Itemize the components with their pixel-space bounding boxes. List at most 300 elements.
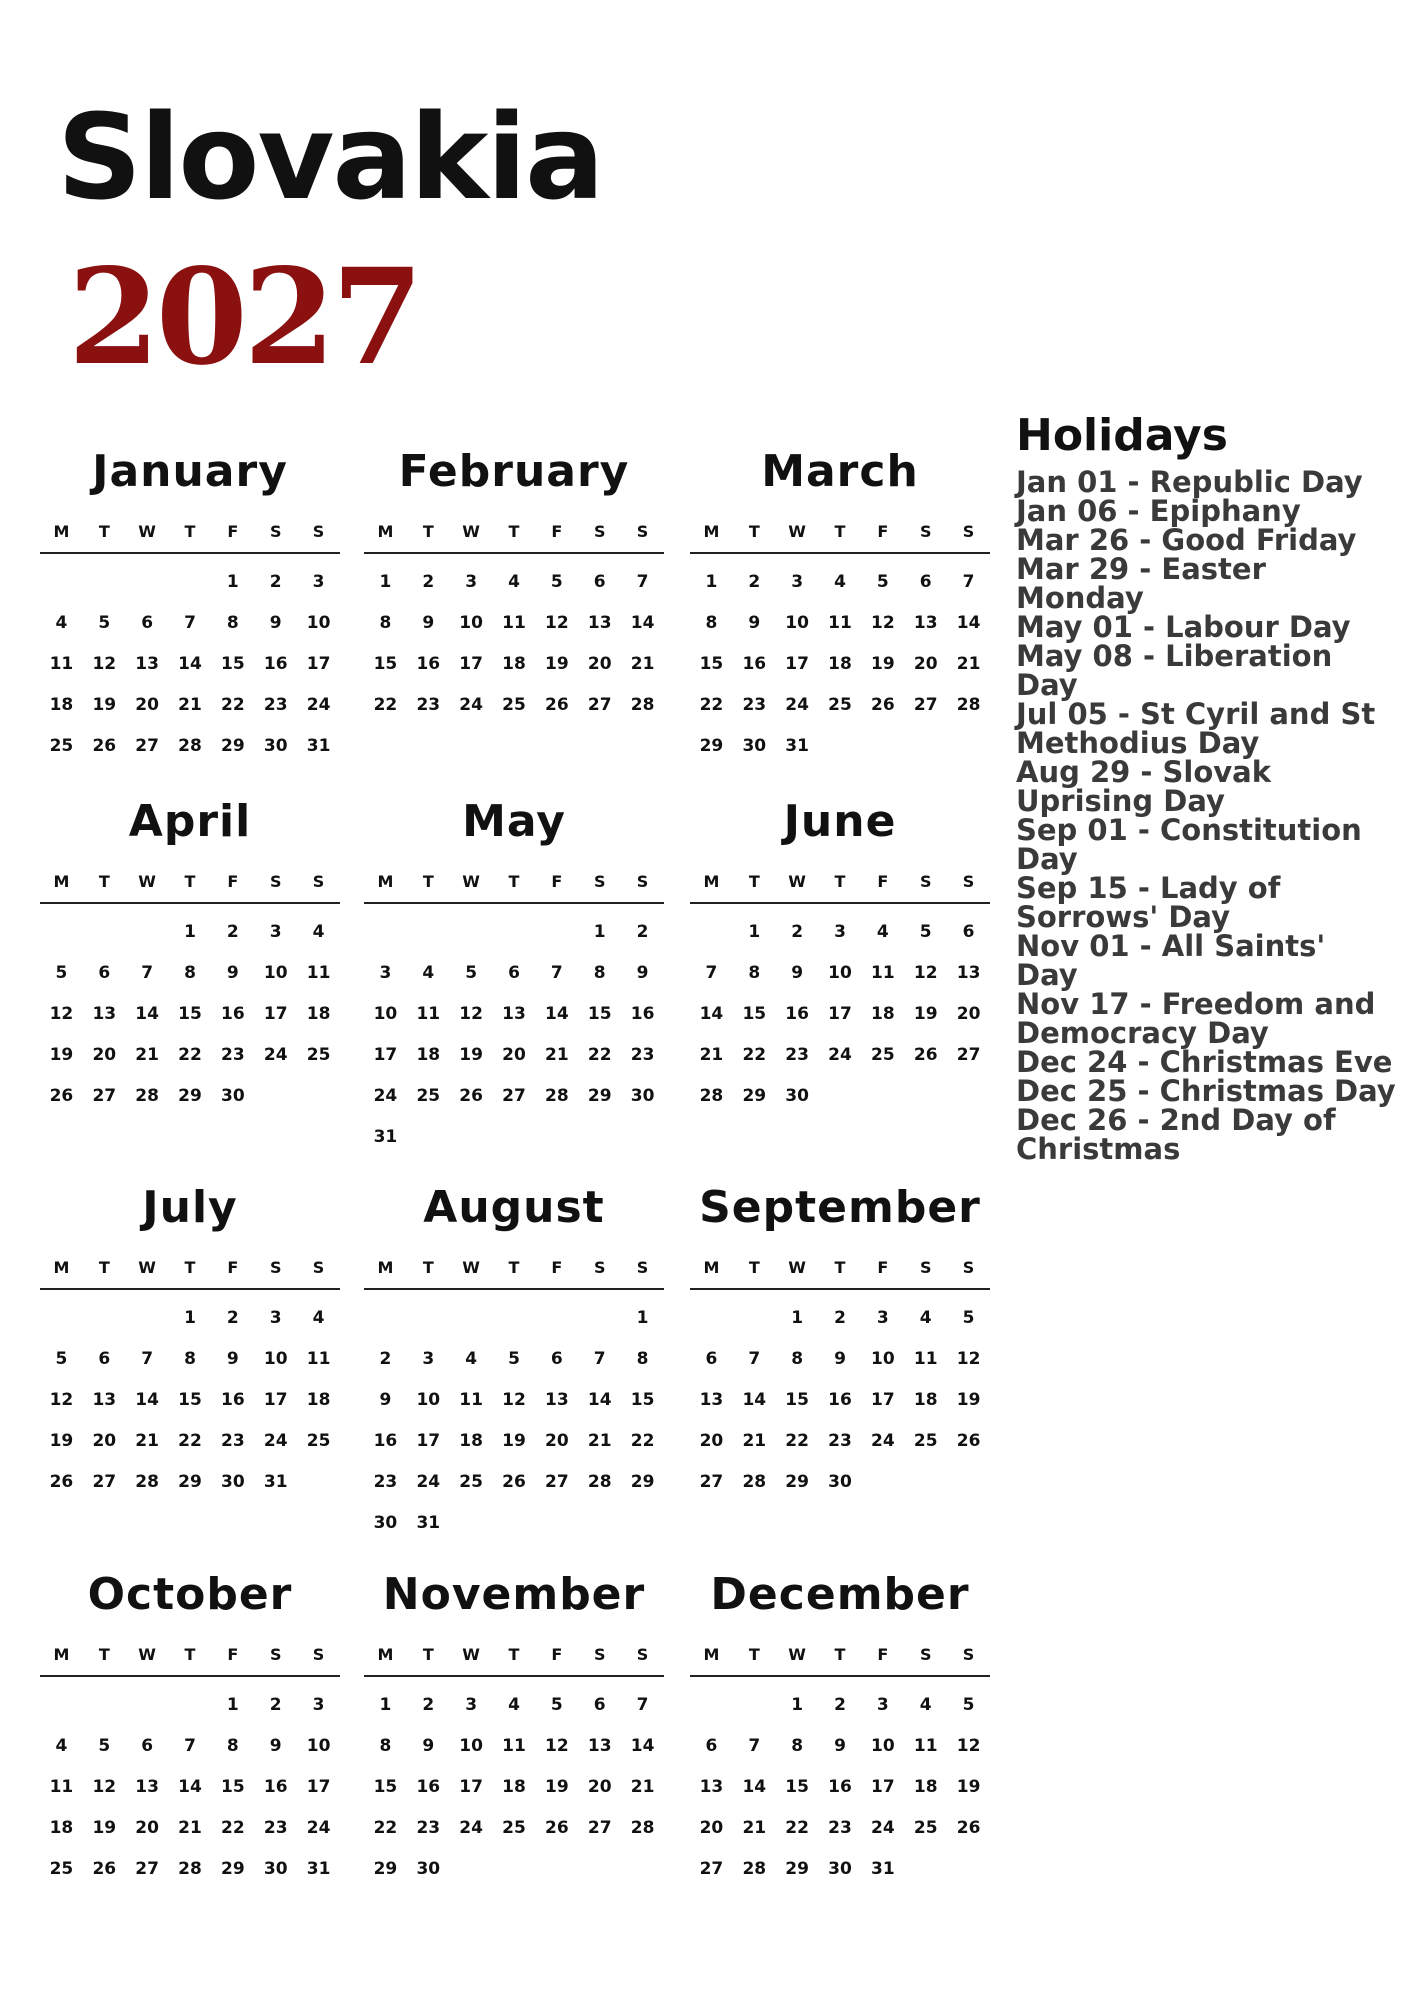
day-cell: 19 xyxy=(913,1004,938,1024)
weekday-header xyxy=(364,522,664,554)
day-cell: 4 xyxy=(919,1695,932,1715)
weekday-label: S xyxy=(962,522,975,541)
day-cell: 27 xyxy=(587,1818,612,1838)
weekday-label: T xyxy=(748,872,760,891)
empty-day-cell xyxy=(904,1080,947,1121)
empty-day-cell xyxy=(40,1302,83,1343)
week-row xyxy=(690,1771,990,1812)
day-cell: 4 xyxy=(55,613,68,633)
day-cell: 22 xyxy=(785,1431,809,1451)
weekday-header xyxy=(364,1258,664,1290)
day-cell: 18 xyxy=(459,1431,483,1451)
holiday-item: Nov 17 - Freedom and Democracy Day xyxy=(1016,987,1376,1050)
day-cell: 18 xyxy=(502,654,526,674)
day-cell: 12 xyxy=(545,1736,569,1756)
week-row xyxy=(690,998,990,1039)
day-cell: 5 xyxy=(550,572,563,592)
day-cell: 19 xyxy=(502,1431,526,1451)
day-cell: 7 xyxy=(550,963,563,983)
week-row xyxy=(40,607,340,648)
empty-day-cell xyxy=(904,1466,947,1507)
day-cell: 10 xyxy=(785,613,809,633)
day-cell: 8 xyxy=(226,613,239,633)
week-row xyxy=(364,1384,664,1425)
day-cell: 7 xyxy=(184,613,196,633)
weekday-label: S xyxy=(919,872,932,891)
empty-day-cell xyxy=(407,916,450,957)
day-cell: 5 xyxy=(962,1695,975,1715)
weekday-label: W xyxy=(788,872,806,891)
holiday-list xyxy=(1016,465,1396,1166)
month-days xyxy=(40,566,340,771)
day-cell: 28 xyxy=(699,1086,724,1106)
day-cell: 11 xyxy=(306,1349,331,1369)
day-cell: 15 xyxy=(785,1390,809,1410)
empty-day-cell xyxy=(450,1853,493,1894)
day-cell: 2 xyxy=(422,1695,435,1715)
empty-day-cell xyxy=(578,1302,621,1343)
day-cell: 16 xyxy=(785,1004,809,1024)
weekday-label: T xyxy=(98,872,110,891)
day-cell: 2 xyxy=(226,922,239,942)
weekday-label: S xyxy=(593,1258,606,1277)
day-cell: 12 xyxy=(92,1777,117,1797)
day-cell: 12 xyxy=(913,963,938,983)
holiday-item: May 08 - Liberation Day xyxy=(1016,639,1333,702)
day-cell: 12 xyxy=(871,613,895,633)
day-cell: 4 xyxy=(834,572,846,592)
day-cell: 21 xyxy=(135,1431,159,1451)
holiday-item: Dec 24 - Christmas Eve xyxy=(1016,1045,1393,1079)
day-cell: 2 xyxy=(834,1308,846,1328)
day-cell: 27 xyxy=(587,695,612,715)
day-cell: 17 xyxy=(306,1777,331,1797)
day-cell: 13 xyxy=(913,613,938,633)
day-cell: 4 xyxy=(312,922,325,942)
weekday-label: T xyxy=(834,522,846,541)
day-cell: 17 xyxy=(785,654,809,674)
day-cell: 9 xyxy=(748,613,761,633)
weekday-label: S xyxy=(312,1645,325,1664)
day-cell: 12 xyxy=(502,1390,526,1410)
day-cell: 24 xyxy=(373,1086,398,1106)
day-cell: 19 xyxy=(956,1390,981,1410)
empty-day-cell xyxy=(621,1507,664,1548)
weekday-header xyxy=(690,1645,990,1677)
month-february xyxy=(364,446,664,730)
day-cell: 23 xyxy=(416,695,441,715)
week-row xyxy=(364,1080,664,1121)
day-cell: 20 xyxy=(502,1045,526,1065)
day-cell: 18 xyxy=(502,1777,526,1797)
day-cell: 13 xyxy=(135,1777,159,1797)
day-cell: 7 xyxy=(141,1349,154,1369)
day-cell: 1 xyxy=(593,922,606,942)
day-cell: 8 xyxy=(379,1736,392,1756)
weekday-label: S xyxy=(269,1258,282,1277)
day-cell: 25 xyxy=(502,1818,526,1838)
day-cell: 4 xyxy=(312,1308,325,1328)
day-cell: 6 xyxy=(593,572,606,592)
day-cell: 31 xyxy=(306,1859,331,1879)
day-cell: 9 xyxy=(834,1349,846,1369)
day-cell: 27 xyxy=(135,736,159,756)
day-cell: 23 xyxy=(221,1045,245,1065)
day-cell: 2 xyxy=(748,572,761,592)
day-cell: 11 xyxy=(306,963,331,983)
week-row xyxy=(690,730,990,771)
week-row xyxy=(690,1689,990,1730)
day-cell: 18 xyxy=(306,1004,331,1024)
day-cell: 18 xyxy=(49,695,74,715)
weekday-label: S xyxy=(636,1645,649,1664)
weekday-label: S xyxy=(962,872,975,891)
day-cell: 29 xyxy=(699,736,724,756)
day-cell: 23 xyxy=(221,1431,245,1451)
weekday-label: M xyxy=(53,1645,70,1664)
day-cell: 3 xyxy=(834,922,846,942)
day-cell: 22 xyxy=(785,1818,809,1838)
day-cell: 30 xyxy=(828,1859,852,1879)
day-cell: 28 xyxy=(630,695,655,715)
weekday-label: F xyxy=(551,1645,563,1664)
week-row xyxy=(40,1466,340,1507)
empty-day-cell xyxy=(83,1689,126,1730)
day-cell: 21 xyxy=(699,1045,724,1065)
empty-day-cell xyxy=(493,1507,536,1548)
day-cell: 19 xyxy=(545,654,569,674)
day-cell: 6 xyxy=(919,572,932,592)
month-name: February xyxy=(398,446,630,497)
day-cell: 9 xyxy=(834,1736,846,1756)
weekday-label: F xyxy=(227,522,239,541)
day-cell: 31 xyxy=(263,1472,288,1492)
week-row xyxy=(364,1853,664,1894)
empty-day-cell xyxy=(169,1689,212,1730)
day-cell: 24 xyxy=(306,695,331,715)
month-july xyxy=(40,1182,340,1507)
day-cell: 26 xyxy=(545,695,569,715)
holiday-item: Dec 26 - 2nd Day of Christmas xyxy=(1016,1103,1336,1166)
day-cell: 24 xyxy=(828,1045,852,1065)
day-cell: 29 xyxy=(178,1472,202,1492)
day-cell: 2 xyxy=(226,1308,239,1328)
weekday-label: W xyxy=(788,522,806,541)
day-cell: 24 xyxy=(306,1818,331,1838)
day-cell: 2 xyxy=(422,572,435,592)
day-cell: 28 xyxy=(545,1086,569,1106)
day-cell: 23 xyxy=(416,1818,441,1838)
weekday-label: M xyxy=(703,872,720,891)
day-cell: 26 xyxy=(545,1818,569,1838)
day-cell: 7 xyxy=(141,963,154,983)
month-days xyxy=(40,1689,340,1894)
day-cell: 27 xyxy=(502,1086,526,1106)
weekday-label: S xyxy=(919,522,932,541)
day-cell: 19 xyxy=(49,1431,74,1451)
week-row xyxy=(364,607,664,648)
day-cell: 9 xyxy=(379,1390,392,1410)
day-cell: 18 xyxy=(913,1390,938,1410)
day-cell: 14 xyxy=(630,1736,655,1756)
month-name: March xyxy=(761,446,919,497)
month-november xyxy=(364,1569,664,1894)
day-cell: 11 xyxy=(459,1390,483,1410)
empty-day-cell xyxy=(578,1507,621,1548)
day-cell: 1 xyxy=(226,1695,239,1715)
month-name: November xyxy=(382,1569,646,1620)
day-cell: 3 xyxy=(791,572,804,592)
day-cell: 25 xyxy=(459,1472,483,1492)
empty-day-cell xyxy=(947,730,990,771)
day-cell: 30 xyxy=(221,1472,245,1492)
empty-day-cell xyxy=(733,1302,776,1343)
day-cell: 29 xyxy=(178,1086,202,1106)
day-cell: 25 xyxy=(49,736,74,756)
weekday-label: T xyxy=(184,872,196,891)
weekday-label: T xyxy=(184,522,196,541)
week-row xyxy=(690,607,990,648)
week-row xyxy=(364,1771,664,1812)
week-row xyxy=(364,1730,664,1771)
day-cell: 5 xyxy=(919,922,932,942)
empty-day-cell xyxy=(621,1853,664,1894)
day-cell: 20 xyxy=(587,654,612,674)
day-cell: 24 xyxy=(263,1045,288,1065)
day-cell: 8 xyxy=(748,963,761,983)
day-cell: 14 xyxy=(956,613,981,633)
weekday-label: S xyxy=(312,522,325,541)
day-cell: 6 xyxy=(705,1349,718,1369)
day-cell: 24 xyxy=(416,1472,441,1492)
holidays-title: Holidays xyxy=(1016,410,1228,461)
day-cell: 10 xyxy=(828,963,852,983)
day-cell: 21 xyxy=(630,654,655,674)
empty-day-cell xyxy=(83,1302,126,1343)
day-cell: 29 xyxy=(221,1859,245,1879)
week-row xyxy=(364,1425,664,1466)
week-row xyxy=(364,1466,664,1507)
day-cell: 24 xyxy=(459,695,483,715)
weekday-header xyxy=(364,872,664,904)
day-cell: 2 xyxy=(834,1695,846,1715)
weekday-label: T xyxy=(834,872,846,891)
day-cell: 9 xyxy=(422,613,435,633)
weekday-label: M xyxy=(53,522,70,541)
week-row xyxy=(40,957,340,998)
week-row xyxy=(364,1302,664,1343)
day-cell: 3 xyxy=(269,1308,282,1328)
weekday-label: S xyxy=(312,872,325,891)
weekday-header xyxy=(40,1645,340,1677)
month-days xyxy=(364,566,664,730)
day-cell: 21 xyxy=(545,1045,569,1065)
week-row xyxy=(690,648,990,689)
day-cell: 11 xyxy=(49,654,74,674)
weekday-label: S xyxy=(593,872,606,891)
day-cell: 19 xyxy=(459,1045,483,1065)
weekday-label: W xyxy=(788,1645,806,1664)
day-cell: 28 xyxy=(630,1818,655,1838)
week-row xyxy=(690,1302,990,1343)
day-cell: 11 xyxy=(502,613,526,633)
week-row xyxy=(364,1812,664,1853)
weekday-label: M xyxy=(377,1258,394,1277)
day-cell: 3 xyxy=(269,922,282,942)
day-cell: 4 xyxy=(465,1349,478,1369)
holiday-item: Dec 25 - Christmas Day xyxy=(1016,1074,1396,1108)
day-cell: 27 xyxy=(135,1859,159,1879)
day-cell: 9 xyxy=(422,1736,435,1756)
empty-day-cell xyxy=(126,916,169,957)
weekday-label: S xyxy=(919,1258,932,1277)
month-name: April xyxy=(128,796,252,847)
day-cell: 2 xyxy=(269,572,282,592)
weekday-label: F xyxy=(877,1645,889,1664)
day-cell: 1 xyxy=(184,1308,196,1328)
day-cell: 3 xyxy=(465,1695,478,1715)
day-cell: 28 xyxy=(587,1472,612,1492)
day-cell: 16 xyxy=(416,1777,441,1797)
day-cell: 29 xyxy=(587,1086,612,1106)
day-cell: 17 xyxy=(871,1777,895,1797)
day-cell: 18 xyxy=(913,1777,938,1797)
weekday-label: T xyxy=(98,1645,110,1664)
day-cell: 13 xyxy=(545,1390,569,1410)
empty-day-cell xyxy=(126,1689,169,1730)
weekday-label: T xyxy=(748,1258,760,1277)
week-row xyxy=(40,1812,340,1853)
weekday-label: M xyxy=(377,872,394,891)
day-cell: 13 xyxy=(587,613,612,633)
weekday-label: W xyxy=(138,872,156,891)
day-cell: 16 xyxy=(630,1004,655,1024)
day-cell: 5 xyxy=(55,963,68,983)
day-cell: 16 xyxy=(263,654,288,674)
week-row xyxy=(364,1343,664,1384)
day-cell: 8 xyxy=(226,1736,239,1756)
day-cell: 26 xyxy=(92,1859,117,1879)
day-cell: 31 xyxy=(871,1859,895,1879)
empty-day-cell xyxy=(407,1121,450,1162)
day-cell: 17 xyxy=(306,654,331,674)
day-cell: 29 xyxy=(221,736,245,756)
month-days xyxy=(690,566,990,771)
day-cell: 19 xyxy=(871,654,895,674)
day-cell: 8 xyxy=(184,963,196,983)
day-cell: 30 xyxy=(416,1859,441,1879)
empty-day-cell xyxy=(535,916,578,957)
day-cell: 4 xyxy=(876,922,889,942)
day-cell: 21 xyxy=(587,1431,612,1451)
day-cell: 27 xyxy=(545,1472,569,1492)
day-cell: 22 xyxy=(373,695,398,715)
day-cell: 3 xyxy=(312,1695,325,1715)
weekday-label: W xyxy=(462,872,480,891)
day-cell: 16 xyxy=(221,1004,245,1024)
empty-day-cell xyxy=(126,566,169,607)
holiday-item: Nov 01 - All Saints' Day xyxy=(1016,929,1326,992)
empty-day-cell xyxy=(493,1853,536,1894)
weekday-label: T xyxy=(834,1258,846,1277)
week-row xyxy=(40,1853,340,1894)
week-row xyxy=(690,1343,990,1384)
day-cell: 11 xyxy=(49,1777,74,1797)
day-cell: 16 xyxy=(828,1777,852,1797)
day-cell: 10 xyxy=(459,613,483,633)
month-name: July xyxy=(142,1182,238,1233)
weekday-label: T xyxy=(508,1645,520,1664)
weekday-label: T xyxy=(748,1645,760,1664)
weekday-header xyxy=(364,1645,664,1677)
day-cell: 4 xyxy=(422,963,435,983)
day-cell: 14 xyxy=(135,1004,159,1024)
day-cell: 20 xyxy=(699,1818,724,1838)
month-august xyxy=(364,1182,664,1548)
week-row xyxy=(690,1384,990,1425)
empty-day-cell xyxy=(297,1466,340,1507)
day-cell: 6 xyxy=(508,963,520,983)
empty-day-cell xyxy=(861,730,904,771)
weekday-header xyxy=(690,522,990,554)
week-row xyxy=(364,566,664,607)
empty-day-cell xyxy=(535,1121,578,1162)
weekday-label: T xyxy=(508,1258,520,1277)
day-cell: 29 xyxy=(373,1859,398,1879)
weekday-label: W xyxy=(138,522,156,541)
day-cell: 11 xyxy=(502,1736,526,1756)
day-cell: 13 xyxy=(587,1736,612,1756)
week-row xyxy=(690,1039,990,1080)
weekday-label: S xyxy=(962,1645,975,1664)
day-cell: 24 xyxy=(871,1431,895,1451)
month-days xyxy=(364,1302,664,1548)
day-cell: 14 xyxy=(630,613,655,633)
day-cell: 30 xyxy=(263,736,288,756)
day-cell: 7 xyxy=(962,572,975,592)
day-cell: 20 xyxy=(135,1818,159,1838)
day-cell: 11 xyxy=(913,1736,938,1756)
empty-day-cell xyxy=(83,916,126,957)
weekday-label: W xyxy=(462,1645,480,1664)
month-name: October xyxy=(87,1569,293,1620)
month-january xyxy=(40,446,340,771)
empty-day-cell xyxy=(83,566,126,607)
day-cell: 10 xyxy=(306,613,331,633)
day-cell: 17 xyxy=(459,1777,483,1797)
weekday-label: T xyxy=(834,1645,846,1664)
weekday-label: M xyxy=(703,1645,720,1664)
month-days xyxy=(690,916,990,1121)
empty-day-cell xyxy=(861,1080,904,1121)
day-cell: 9 xyxy=(636,963,649,983)
day-cell: 8 xyxy=(636,1349,649,1369)
weekday-label: M xyxy=(53,1258,70,1277)
week-row xyxy=(40,1771,340,1812)
empty-day-cell xyxy=(690,1302,733,1343)
weekday-label: M xyxy=(377,522,394,541)
day-cell: 25 xyxy=(416,1086,441,1106)
day-cell: 15 xyxy=(742,1004,767,1024)
weekday-label: S xyxy=(593,1645,606,1664)
day-cell: 31 xyxy=(416,1513,441,1533)
day-cell: 15 xyxy=(221,1777,245,1797)
weekday-label: S xyxy=(269,1645,282,1664)
day-cell: 9 xyxy=(226,963,239,983)
empty-day-cell xyxy=(578,1853,621,1894)
day-cell: 10 xyxy=(416,1390,441,1410)
day-cell: 25 xyxy=(913,1818,938,1838)
